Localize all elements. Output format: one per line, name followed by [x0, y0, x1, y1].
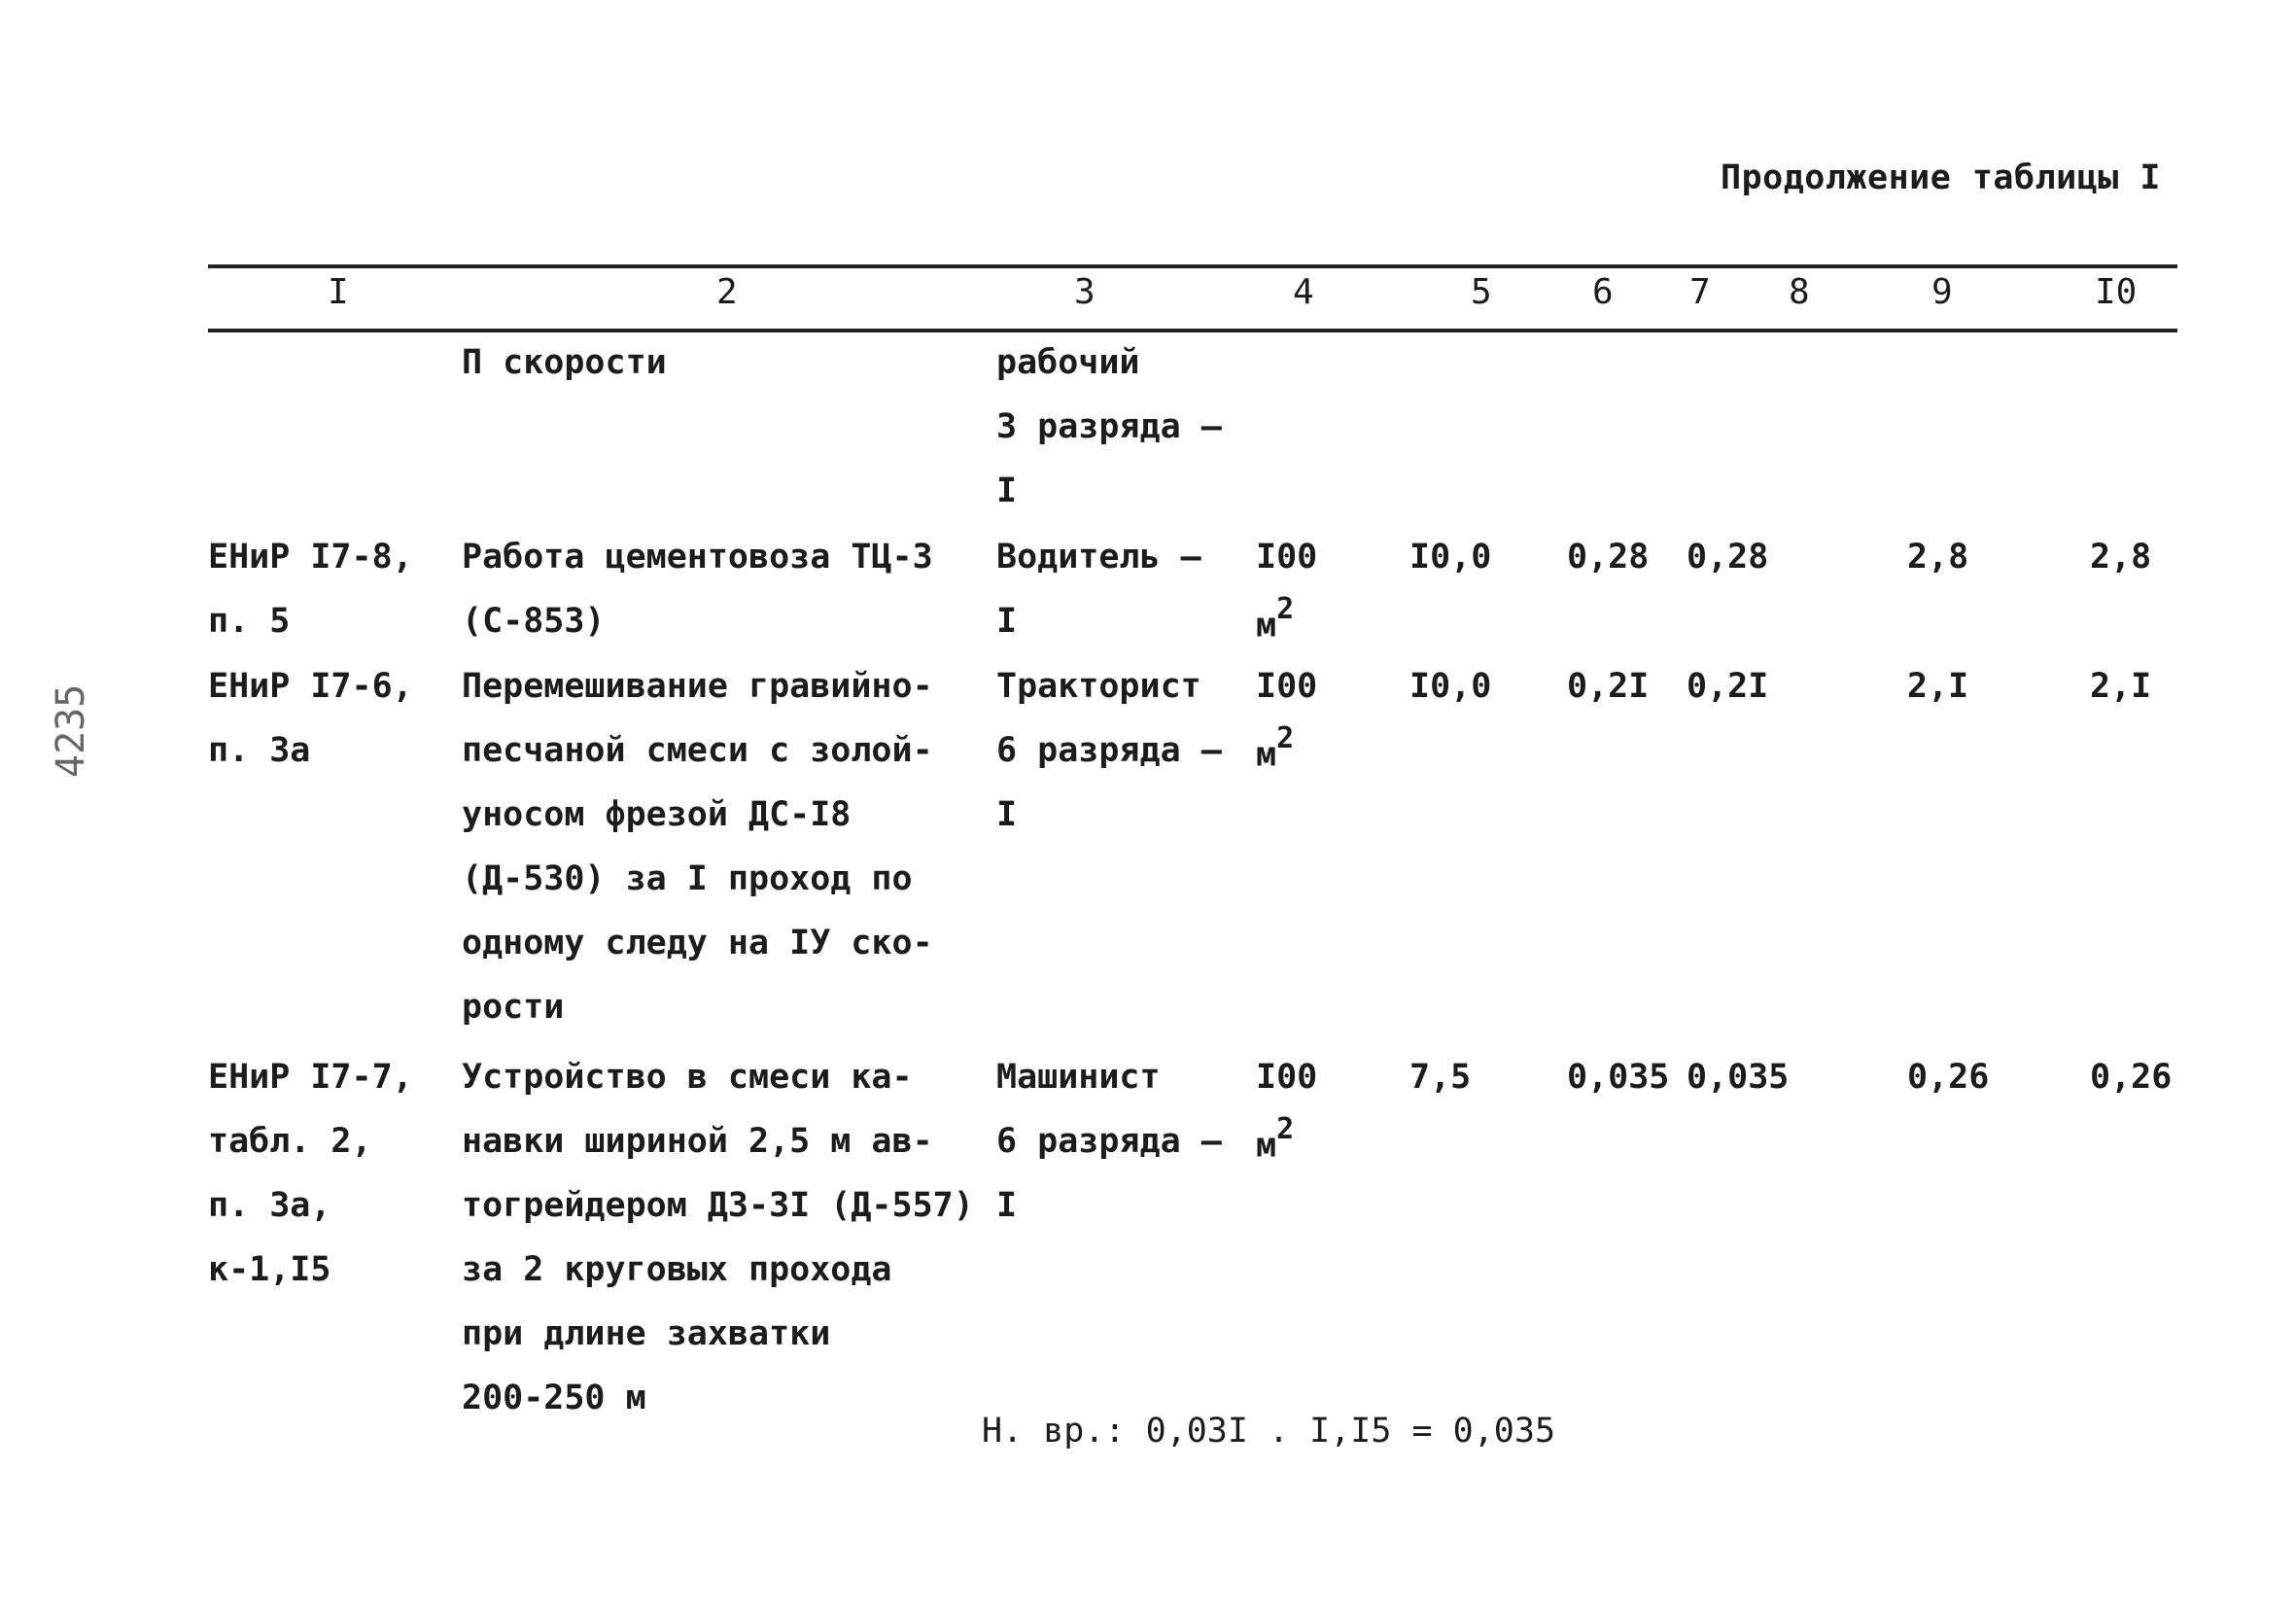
row-2-col7: 0,2I: [1687, 667, 1769, 706]
row-1-col9: 2,8: [1907, 538, 1969, 577]
row-3-col7: 0,035: [1687, 1058, 1790, 1097]
header-col-7: 7: [1689, 272, 1711, 312]
row-1-col6: 0,28: [1567, 538, 1650, 577]
row-3-crew: Машинист 6 разряда – I: [996, 1058, 1222, 1225]
row-0-work: П скорости: [462, 343, 667, 382]
row-2-unit: $м^2$: [1256, 721, 1295, 775]
row-2-quantity: I00: [1256, 667, 1318, 706]
row-1-crew: Водитель – I: [996, 538, 1201, 641]
row-1-quantity: I00: [1256, 538, 1318, 577]
row-0-crew: рабочий 3 разряда – I: [996, 343, 1222, 510]
row-1-col7: 0,28: [1687, 538, 1769, 577]
time-norm-formula: Н. вр.: 0,03I . I,I5 = 0,035: [982, 1412, 1556, 1451]
row-3-col5: 7,5: [1409, 1058, 1472, 1097]
row-3-col9: 0,26: [1907, 1058, 1990, 1097]
table-top-rule: [208, 264, 2177, 268]
header-col-9: 9: [1931, 272, 1953, 312]
row-2-col10: 2,I: [2090, 667, 2152, 706]
page-side-number: 4235: [49, 683, 93, 778]
table-continuation-caption: Продолжение таблицы I: [1721, 158, 2162, 197]
header-col-10: I0: [2095, 272, 2138, 312]
row-3-reference: ЕНиР I7-7, табл. 2, п. 3а, к-1,I5: [208, 1058, 413, 1289]
row-3-unit: $м^2$: [1256, 1112, 1295, 1166]
row-2-crew: Тракторист 6 разряда – I: [996, 667, 1222, 834]
row-1-reference: ЕНиР I7-8, п. 5: [208, 538, 413, 641]
header-col-4: 4: [1293, 272, 1314, 312]
row-3-col6: 0,035: [1567, 1058, 1670, 1097]
header-col-8: 8: [1789, 272, 1810, 312]
row-1-unit: $м^2$: [1256, 592, 1295, 646]
header-col-1: I: [328, 272, 349, 312]
row-2-col6: 0,2I: [1567, 667, 1650, 706]
row-1-work: Работа цементовоза ТЦ-3 (С-853): [462, 538, 933, 641]
header-col-2: 2: [716, 272, 738, 312]
row-2-reference: ЕНиР I7-6, п. 3а: [208, 667, 413, 770]
row-3-col10: 0,26: [2090, 1058, 2173, 1097]
row-1-col5: I0,0: [1409, 538, 1492, 577]
header-col-3: 3: [1074, 272, 1096, 312]
row-3-quantity: I00: [1256, 1058, 1318, 1097]
row-2-col5: I0,0: [1409, 667, 1492, 706]
row-2-col9: 2,I: [1907, 667, 1969, 706]
row-2-work: Перемешивание гравийно- песчаной смеси с золой- уносом фрезой ДС-I8 (Д-530) за I проход по одному следу на IУ ско- рости: [462, 667, 933, 1027]
header-col-6: 6: [1592, 272, 1614, 312]
row-1-col10: 2,8: [2090, 538, 2152, 577]
row-3-work: Устройство в смеси ка- навки шириной 2,5 м ав- тогрейдером ДЗ-3I (Д-557) за 2 круговых прохода при длине захватки 200-250 м: [462, 1058, 974, 1417]
header-col-5: 5: [1471, 272, 1492, 312]
